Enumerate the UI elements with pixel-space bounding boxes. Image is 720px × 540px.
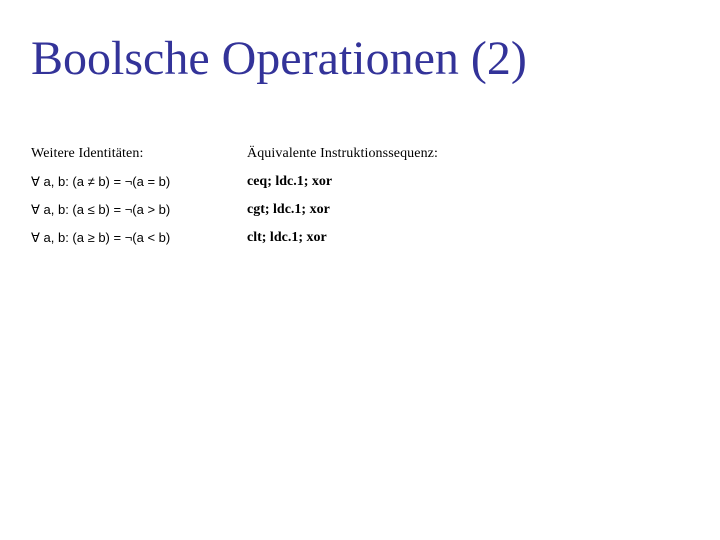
identities-header: Weitere Identitäten: — [31, 146, 144, 161]
instruction-sequence-row-3: clt; ldc.1; xor — [247, 230, 327, 245]
identities-column — [31, 140, 170, 252]
instruction-sequence-column — [247, 140, 438, 252]
instruction-sequence-header: Äquivalente Instruktionssequenz: — [247, 146, 438, 161]
identity-row-3: ∀ a, b: (a ≥ b) = ¬(a < b) — [31, 230, 171, 245]
identity-row-2: ∀ a, b: (a ≤ b) = ¬(a > b) — [31, 202, 171, 217]
instruction-sequence-row-1: ceq; ldc.1; xor — [247, 174, 333, 189]
identity-row-1: ∀ a, b: (a ≠ b) = ¬(a = b) — [31, 174, 171, 189]
slide-title: Boolsche Operationen (2) — [31, 32, 527, 85]
instruction-sequence-row-2: cgt; ldc.1; xor — [247, 202, 330, 217]
